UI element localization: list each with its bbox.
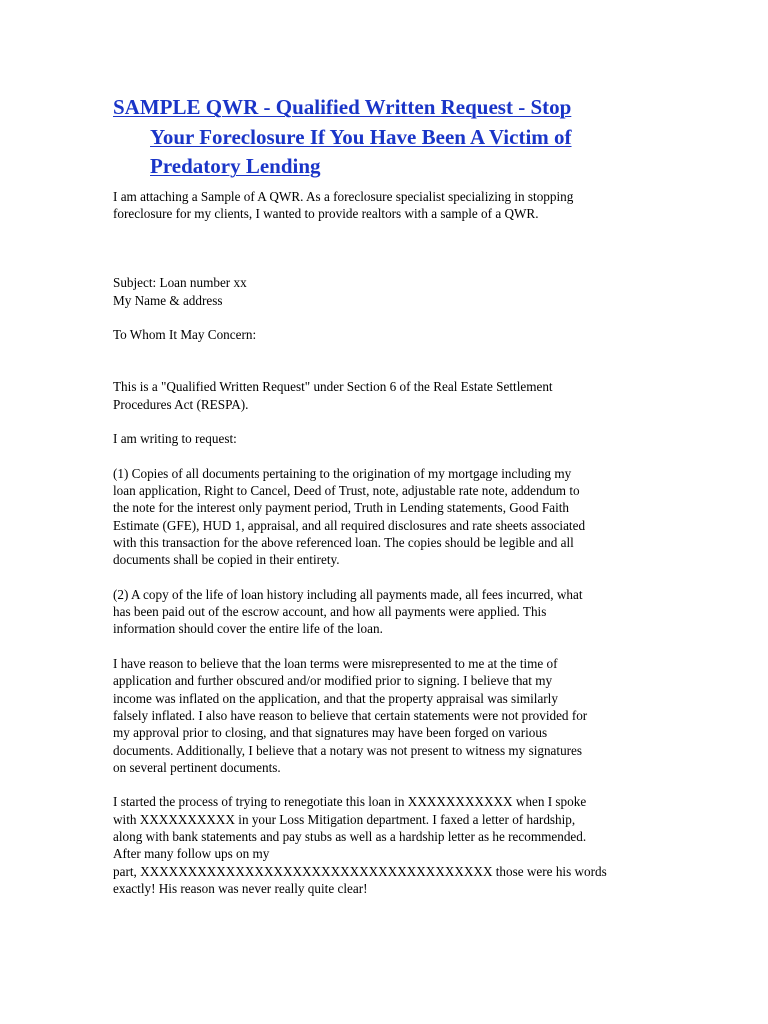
- request-item-2: [113, 586, 673, 638]
- subject-line: Subject: Loan number xx: [113, 275, 247, 291]
- title-line: Your Foreclosure If You Have Been A Victim of: [150, 124, 572, 149]
- text-line: I am attaching a Sample of A QWR. As a foreclosure specialist specializing in stopping: [113, 189, 574, 204]
- intro-paragraph: [113, 188, 673, 223]
- text-line: I have reason to believe that the loan terms were misrepresented to me at the time of: [113, 656, 558, 672]
- text-line: with XXXXXXXXXX in your Loss Mitigation department. I faxed a letter of hardship,: [113, 811, 576, 827]
- text-line: After many follow ups on my: [113, 846, 270, 862]
- process-paragraph: [113, 793, 673, 897]
- text-line: documents. Additionally, I believe that a notary was not present to witness my signatures: [113, 742, 583, 758]
- text-line: This is a "Qualified Written Request" under Section 6 of the Real Estate Settlement: [113, 379, 553, 395]
- text-line: information should cover the entire life of the loan.: [113, 621, 383, 637]
- text-line: documents shall be copied in their entirety.: [113, 552, 340, 568]
- reason-paragraph: [113, 655, 673, 776]
- text-line: part, XXXXXXXXXXXXXXXXXXXXXXXXXXXXXXXXXXXXX those were his words: [113, 863, 607, 879]
- text-line: falsely inflated. I also have reason to believe that certain statements were not provided for: [113, 707, 588, 723]
- text-line: with this transaction for the above referenced loan. The copies should be legible and all: [113, 534, 574, 550]
- text-line: exactly! His reason was never really quite clear!: [113, 880, 368, 896]
- text-line: on several pertinent documents.: [113, 759, 281, 775]
- text-line: foreclosure for my clients, I wanted to provide realtors with a sample of a QWR.: [113, 206, 539, 222]
- name-address-line: My Name & address: [113, 292, 223, 308]
- text-line: income was inflated on the application, and that the property appraisal was similarly: [113, 690, 558, 706]
- text-line: I started the process of trying to renegotiate this loan in XXXXXXXXXXX when I spoke: [113, 794, 587, 810]
- document-title-link[interactable]: [113, 93, 653, 182]
- text-line: Estimate (GFE), HUD 1, appraisal, and all required disclosures and rate sheets associated: [113, 517, 586, 533]
- text-line: my approval prior to closing, and that signatures may have been forged on various: [113, 725, 548, 741]
- request-intro: I am writing to request:: [113, 431, 237, 447]
- salutation: To Whom It May Concern:: [113, 327, 257, 343]
- request-item-1: [113, 465, 673, 569]
- title-line: SAMPLE QWR - Qualified Written Request - Stop: [113, 95, 572, 119]
- text-line: the note for the interest only payment period, Truth in Lending statements, Good Faith: [113, 500, 569, 516]
- document-body: [113, 188, 673, 897]
- text-line: has been paid out of the escrow account, and how all payments were applied. This: [113, 604, 547, 620]
- text-line: Procedures Act (RESPA).: [113, 396, 249, 412]
- text-line: (1) Copies of all documents pertaining to the origination of my mortgage including my: [113, 465, 572, 481]
- text-line: along with bank statements and pay stubs as well as a hardship letter as he recommended.: [113, 828, 587, 844]
- title-line: Predatory Lending: [150, 154, 321, 178]
- text-line: (2) A copy of the life of loan history including all payments made, all fees incurred, what: [113, 586, 583, 602]
- text-line: loan application, Right to Cancel, Deed of Trust, note, adjustable rate note, addendum to: [113, 483, 580, 499]
- qwr-statement-paragraph: [113, 378, 673, 413]
- text-line: application and further obscured and/or modified prior to signing. I believe that my: [113, 673, 553, 689]
